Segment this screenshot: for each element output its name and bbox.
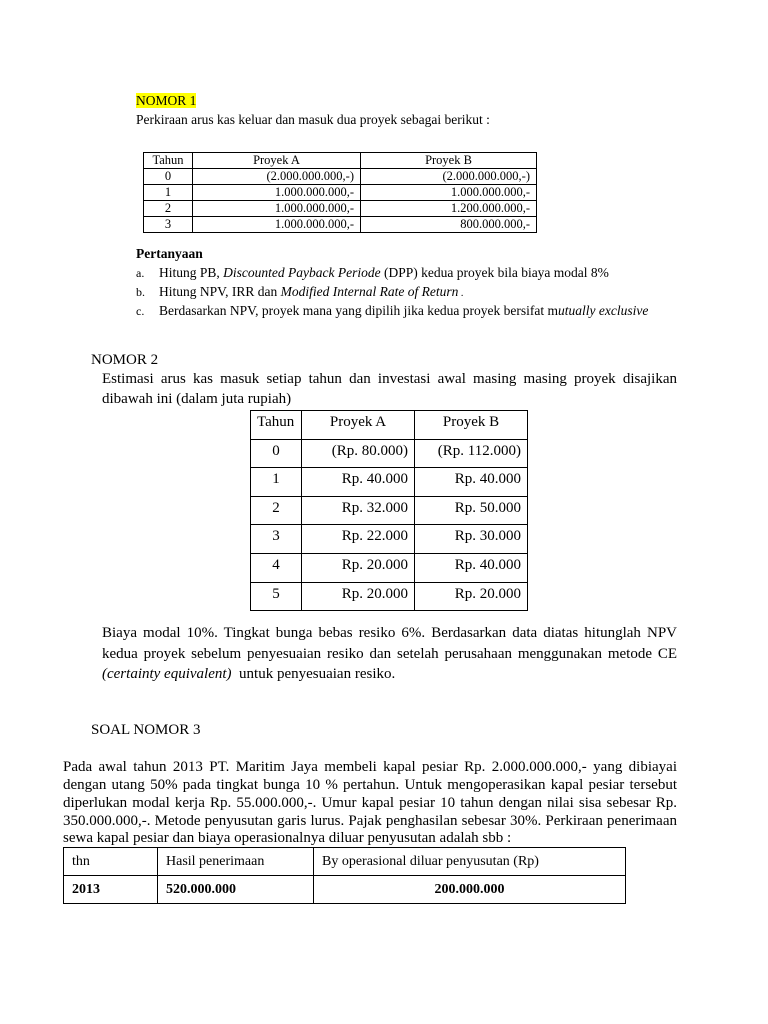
table-cell: 5 [251, 582, 302, 611]
question-label: c. [136, 304, 145, 318]
table-row [251, 496, 528, 525]
question-label: b. [136, 285, 145, 299]
table-row [144, 185, 537, 201]
table-cell: Rp. 50.000 [415, 496, 528, 525]
question-italic: Modified Internal Rate of Return [280, 284, 459, 299]
table-row [251, 439, 528, 468]
table-cell: 3 [144, 217, 193, 233]
table-cell: 0 [144, 169, 193, 185]
table-cell: Rp. 32.000 [302, 496, 415, 525]
table-cell: 0 [251, 439, 302, 468]
table-cell: 800.000.000,- [361, 217, 537, 233]
table-cell: (Rp. 80.000) [302, 439, 415, 468]
nomor3-paragraph-line: 350.000.000,-. Metode penyusutan garis lurus. Pajak penghasilan sebesar 30%. Perkiraan penerimaan [63, 813, 677, 829]
header-cell: Proyek A [302, 411, 415, 440]
table-cell: 200.000.000 [314, 876, 626, 904]
table-cell: 2013 [64, 876, 158, 904]
nomor3-paragraph-line: diperlukan modal kerja Rp. 55.000.000,-. Umur kapal pesiar 10 tahun dengan nilai sisa sebesar Rp. [63, 795, 677, 811]
table-header-row [64, 848, 626, 876]
table-row [144, 201, 537, 217]
table-cell: Rp. 20.000 [302, 553, 415, 582]
table-cell: Rp. 40.000 [415, 468, 528, 497]
table-cell: 4 [251, 553, 302, 582]
nomor2-table [250, 410, 528, 611]
paragraph-text: untuk penyesuaian resiko. [231, 666, 396, 682]
table-cell: 1.000.000.000,- [193, 217, 361, 233]
header-cell: Hasil penerimaan [158, 848, 314, 876]
header-cell: By operasional diluar penyusutan (Rp) [314, 848, 626, 876]
table-cell: 3 [251, 525, 302, 554]
table-row [251, 553, 528, 582]
question-text: Hitung NPV, IRR dan [159, 284, 281, 299]
nomor3-table [63, 847, 626, 904]
header-cell: thn [64, 848, 158, 876]
question-italic: utually exclusive [558, 303, 649, 318]
nomor3-paragraph-line: dengan utang 50% pada tingkat bunga 10 % pertahun. Untuk mengoperasikan kapal pesiar tersebut [63, 777, 677, 793]
question-text: Berdasarkan NPV, proyek mana yang dipilih jika kedua proyek bersifat m [159, 303, 559, 318]
header-cell: Proyek B [361, 153, 537, 169]
nomor2-paragraph-line: kedua proyek sebelum penyesuaian resiko dan setelah perusahaan menggunakan metode CE [102, 646, 677, 662]
table-cell: (Rp. 112.000) [415, 439, 528, 468]
table-cell: 1.200.000.000,- [361, 201, 537, 217]
table-row [144, 217, 537, 233]
nomor2-intro-line: Estimasi arus kas masuk setiap tahun dan investasi awal masing masing proyek disajikan [102, 371, 677, 387]
table-cell: Rp. 30.000 [415, 525, 528, 554]
nomor3-heading: SOAL NOMOR 3 [91, 722, 201, 738]
italic-term: (certainty equivalent) [102, 666, 232, 682]
question-italic: Discounted Payback Periode [223, 265, 381, 280]
table-cell: Rp. 40.000 [302, 468, 415, 497]
question-item [136, 303, 648, 319]
question-text: (DPP) kedua proyek bila biaya modal 8% [380, 265, 609, 280]
header-cell: Tahun [251, 411, 302, 440]
table-header-row [144, 153, 537, 169]
nomor3-paragraph-line: Pada awal tahun 2013 PT. Maritim Jaya membeli kapal pesiar Rp. 2.000.000.000,- yang dibiayai [63, 759, 677, 775]
table-cell: Rp. 20.000 [302, 582, 415, 611]
table-cell: 1 [251, 468, 302, 497]
nomor1-heading: NOMOR 1 [136, 93, 197, 108]
table-row [144, 169, 537, 185]
question-text: . [458, 288, 464, 299]
header-cell: Proyek A [193, 153, 361, 169]
table-cell: Rp. 20.000 [415, 582, 528, 611]
table-row [64, 876, 626, 904]
question-text: Hitung PB, [159, 265, 224, 280]
table-cell: 1 [144, 185, 193, 201]
table-row [251, 468, 528, 497]
header-cell: Tahun [144, 153, 193, 169]
table-cell: 2 [144, 201, 193, 217]
question-heading: Pertanyaan [136, 246, 203, 261]
table-cell: 2 [251, 496, 302, 525]
question-item [136, 265, 609, 281]
table-cell: 1.000.000.000,- [361, 185, 537, 201]
nomor2-paragraph-line [102, 666, 395, 683]
table-cell: Rp. 40.000 [415, 553, 528, 582]
table-cell: 520.000.000 [158, 876, 314, 904]
table-cell: 1.000.000.000,- [193, 201, 361, 217]
nomor2-intro-line: dibawah ini (dalam juta rupiah) [102, 391, 292, 407]
nomor2-heading: NOMOR 2 [91, 352, 159, 368]
nomor1-table [143, 152, 537, 233]
header-cell: Proyek B [415, 411, 528, 440]
table-cell: 1.000.000.000,- [193, 185, 361, 201]
nomor2-paragraph-line: Biaya modal 10%. Tingkat bunga bebas resiko 6%. Berdasarkan data diatas hitunglah NPV [102, 625, 677, 641]
question-label: a. [136, 266, 145, 280]
table-cell: (2.000.000.000,-) [361, 169, 537, 185]
table-cell: Rp. 22.000 [302, 525, 415, 554]
nomor3-paragraph-line: sewa kapal pesiar dan biaya operasionalnya diluar penyusutan adalah sbb : [63, 830, 512, 846]
table-row [251, 525, 528, 554]
table-row [251, 582, 528, 611]
table-header-row [251, 411, 528, 440]
question-item [136, 284, 463, 300]
table-cell: (2.000.000.000,-) [193, 169, 361, 185]
nomor1-intro: Perkiraan arus kas keluar dan masuk dua proyek sebagai berikut : [136, 112, 490, 127]
